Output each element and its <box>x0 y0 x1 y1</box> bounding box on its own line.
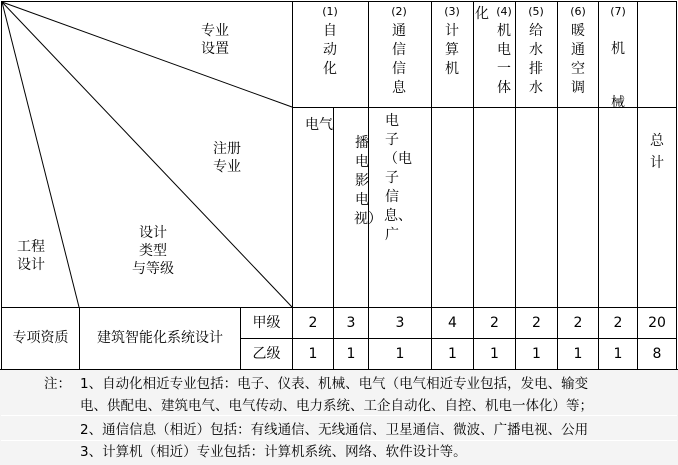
col-4-prefix: 化 <box>475 6 489 22</box>
value-b-4: 1 <box>448 346 457 362</box>
col-1-number: (1) <box>322 5 338 18</box>
value-b-3: 1 <box>395 346 405 362</box>
value-a-3: 3 <box>395 315 405 331</box>
note-line-3: 2、通信信息（相近）包括：有线通信、无线通信、卫星通信、微波、广播电视、公用 <box>80 422 589 438</box>
reg-major-broadcast: 播电影电视） <box>354 135 382 227</box>
col-4-number: (4) <box>496 5 512 18</box>
value-a-8: 2 <box>613 315 623 331</box>
reg-major-electronics: 电子（电子信息、广 <box>384 113 412 243</box>
grade-b-label: 乙级 <box>252 346 281 362</box>
value-a-4: 4 <box>448 315 457 331</box>
col-6-name: 暖通空调 <box>571 23 585 96</box>
major-setting-label: 专业 设置 <box>201 23 229 57</box>
engineering-design-label: 工程 设计 <box>17 239 45 273</box>
value-b-total: 8 <box>652 346 662 362</box>
value-a-2: 3 <box>346 315 356 331</box>
value-b-2: 1 <box>346 346 356 362</box>
col-3-number: (3) <box>444 5 460 18</box>
col-6-number: (6) <box>570 5 586 18</box>
reg-major-electric: 电气 <box>305 117 333 133</box>
value-a-6: 2 <box>532 315 541 331</box>
value-b-6: 1 <box>532 346 541 362</box>
category-cell: 专项资质 <box>12 330 69 346</box>
design-type-label: 设计 类型 与等级 <box>132 225 174 277</box>
notes-section <box>0 369 678 465</box>
col-7-name: 机械 <box>611 41 625 111</box>
value-a-7: 2 <box>573 315 583 331</box>
total-label: 总计 <box>650 133 664 171</box>
col-1-name: 自动化 <box>323 23 337 77</box>
value-a-1: 2 <box>308 315 318 331</box>
grade-a-label: 甲级 <box>252 315 281 331</box>
col-7-number: (7) <box>610 5 626 18</box>
note-line-1: 1、自动化相近专业包括：电子、仪表、机械、电气（电气相近专业包括，发电、输变 <box>80 376 589 392</box>
col-5-number: (5) <box>528 5 544 18</box>
note-line-4: 3、计算机（相近）专业包括：计算机系统、网络、软件设计等。 <box>80 444 467 460</box>
value-a-total: 20 <box>648 315 666 331</box>
note-line-2: 电、供配电、建筑电气、电气传动、电力系统、工企自动化、自控、机电一体化）等； <box>80 398 593 414</box>
value-a-5: 2 <box>490 315 499 331</box>
system-cell: 建筑智能化系统设计 <box>97 330 223 346</box>
col-4-name: 机电一体 <box>497 23 511 96</box>
value-b-1: 1 <box>308 346 318 362</box>
col-2-number: (2) <box>391 5 407 18</box>
value-b-7: 1 <box>573 346 583 362</box>
col-2-name: 通信信息 <box>392 23 406 96</box>
value-b-8: 1 <box>613 346 623 362</box>
value-b-5: 1 <box>490 346 499 362</box>
registered-major-label: 注册 专业 <box>213 141 241 175</box>
col-3-name: 计算机 <box>445 23 459 77</box>
col-5-name: 给水排水 <box>529 23 543 96</box>
notes-label: 注： <box>44 376 71 392</box>
